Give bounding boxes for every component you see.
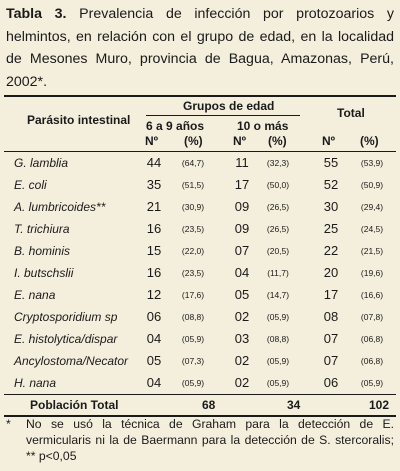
footnote (6, 416, 394, 464)
count-g2: 02 (234, 309, 250, 324)
pct-g2: (08,8) (266, 334, 290, 344)
footnote-marker: * (6, 417, 11, 431)
total-group2: 34 (287, 398, 301, 412)
pct-g1: (17,6) (181, 290, 205, 300)
count-g1: 04 (146, 375, 162, 390)
count-total: 22 (323, 243, 339, 258)
count-total: 30 (323, 199, 339, 214)
count-g2: 02 (234, 375, 250, 390)
table-row (0, 372, 400, 394)
parasite-name: E. histolytica/dispar (14, 332, 118, 346)
table-caption-label: Tabla 3. (6, 6, 67, 22)
parasite-name: Ancylostoma/Necator (14, 354, 129, 368)
pct-g2: (05,9) (266, 356, 290, 366)
table-row (0, 174, 400, 196)
header-n-total: Nº (322, 134, 336, 148)
table-row (0, 328, 400, 350)
table-row (0, 218, 400, 240)
count-total: 07 (323, 331, 339, 346)
pct-total: (16,6) (360, 290, 384, 300)
parasite-name: H. nana (14, 376, 57, 390)
pct-total: (53,9) (360, 158, 384, 168)
count-g1: 04 (146, 331, 162, 346)
table-row (0, 262, 400, 284)
parasite-name: I. butschslii (14, 266, 74, 280)
pct-g2: (11,7) (267, 268, 289, 278)
pct-g2: (26,5) (266, 224, 290, 234)
count-g1: 05 (146, 353, 162, 368)
header-pct-g1: (%) (184, 134, 203, 148)
table-top-rule (4, 95, 396, 97)
table-row (0, 306, 400, 328)
count-g2: 09 (234, 221, 250, 236)
count-g2: 07 (234, 243, 250, 258)
pct-g1: (30,9) (181, 202, 205, 212)
header-parasite: Parásito intestinal (27, 113, 131, 127)
count-g2: 03 (234, 331, 250, 346)
parasite-name: T. trichiura (14, 222, 70, 236)
count-g1: 16 (146, 221, 162, 236)
group-underline (146, 115, 300, 116)
pct-total: (24,5) (360, 224, 384, 234)
pct-g1: (22,0) (181, 246, 205, 256)
parasite-name: B. hominis (14, 244, 71, 258)
parasite-name: E. coli (14, 178, 47, 192)
table-caption-text: Prevalencia de infección por protozoarios y helmintos, en relación con el grupo de edad, en la localidad de Mesones Muro, provincia de Bagua, Amazonas, Perú, 2002*. (6, 6, 394, 90)
parasite-name: G. lamblia (14, 156, 69, 170)
parasite-name: Cryptosporidium sp (14, 310, 118, 324)
header-age-groups: Grupos de edad (183, 99, 275, 113)
pct-g2: (05,9) (266, 312, 290, 322)
pct-g1: (23,5) (181, 268, 205, 278)
table-row (0, 196, 400, 218)
pct-g1: (05,9) (181, 334, 205, 344)
count-g2: 09 (234, 199, 250, 214)
total-label: Población Total (30, 398, 119, 412)
pct-g2: (20,5) (266, 246, 290, 256)
total-group1: 68 (202, 398, 216, 412)
pct-g2: (05,9) (266, 378, 290, 388)
total-row (0, 394, 400, 416)
pct-total: (50,9) (360, 180, 384, 190)
count-g2: 05 (234, 287, 250, 302)
count-g1: 35 (146, 177, 162, 192)
parasite-name: A. lumbricoides** (14, 200, 106, 214)
pct-total: (19,6) (360, 268, 384, 278)
pct-total: (05,9) (360, 378, 384, 388)
table-row (0, 350, 400, 372)
count-total: 06 (323, 375, 339, 390)
table-row (0, 284, 400, 306)
pct-total: (29,4) (360, 202, 384, 212)
count-total: 25 (323, 221, 339, 236)
header-total: Total (337, 106, 365, 120)
header-n-g2: Nº (233, 134, 247, 148)
count-total: 07 (323, 353, 339, 368)
count-g2: 17 (234, 177, 250, 192)
count-total: 55 (323, 155, 339, 170)
pct-g2: (14,7) (266, 290, 290, 300)
count-total: 17 (323, 287, 339, 302)
pct-total: (06,8) (360, 356, 384, 366)
pct-g1: (64,7) (181, 158, 205, 168)
pct-total: (21,5) (360, 246, 384, 256)
pct-g1: (08,8) (181, 312, 205, 322)
count-g1: 06 (146, 309, 162, 324)
header-pct-total: (%) (360, 134, 379, 148)
header-n-g1: Nº (145, 134, 159, 148)
count-total: 20 (323, 265, 339, 280)
pct-g1: (07,3) (181, 356, 205, 366)
count-g1: 15 (146, 243, 162, 258)
total-all: 102 (369, 398, 390, 412)
count-g1: 21 (146, 199, 162, 214)
count-g2: 04 (234, 265, 250, 280)
header-pct-g2: (%) (268, 134, 287, 148)
header-group-6-9: 6 a 9 años (146, 119, 205, 133)
count-total: 52 (323, 177, 339, 192)
pct-total: (06,8) (360, 334, 384, 344)
count-g1: 12 (146, 287, 162, 302)
count-g1: 44 (146, 155, 162, 170)
footnote-text: No se usó la técnica de Graham para la detección de E. vermicularis ni la de Baermann para la detección de S. stercoralis; ** p<0,05 (26, 417, 394, 463)
table-row (0, 152, 400, 174)
table-caption (6, 3, 394, 93)
table-row (0, 240, 400, 262)
pct-g2: (26,5) (266, 202, 290, 212)
count-g2: 11 (235, 155, 249, 170)
pct-g1: (05,9) (181, 378, 205, 388)
header-group-10-plus: 10 o más (237, 119, 289, 133)
pct-g1: (23,5) (181, 224, 205, 234)
parasite-name: E. nana (14, 288, 56, 302)
pct-g2: (50,0) (266, 180, 290, 190)
count-g2: 02 (234, 353, 250, 368)
pct-g1: (51,5) (181, 180, 205, 190)
pct-total: (07,8) (360, 312, 384, 322)
count-total: 08 (323, 309, 339, 324)
pct-g2: (32,3) (266, 158, 290, 168)
count-g1: 16 (146, 265, 162, 280)
